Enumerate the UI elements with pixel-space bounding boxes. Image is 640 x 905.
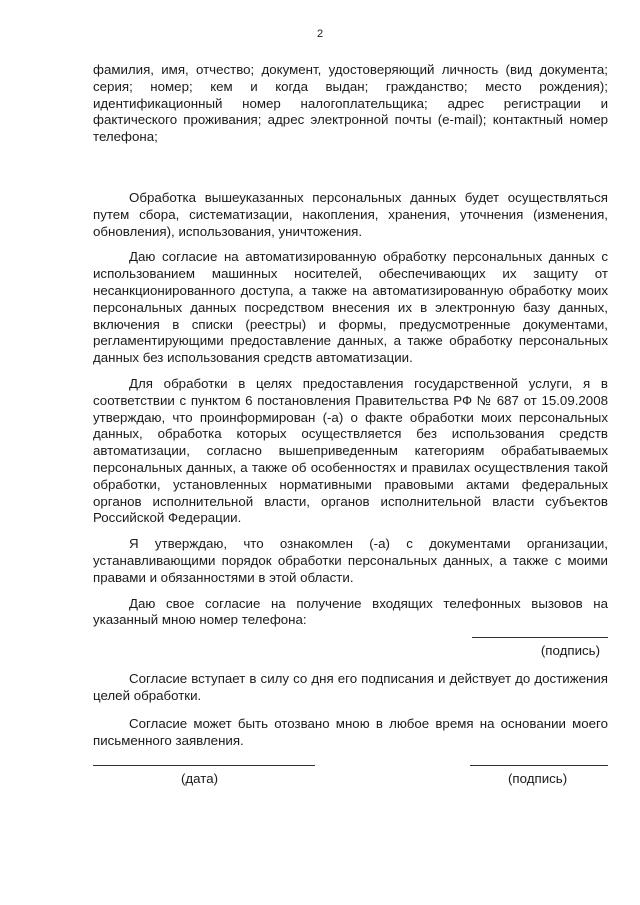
final-signature-caption: (подпись) bbox=[508, 771, 568, 786]
phone-signature-line[interactable] bbox=[472, 637, 608, 638]
date-caption: (дата) bbox=[181, 771, 219, 786]
processing-paragraph: Обработка вышеуказанных персональных данных будет осуществляться путем сбора, систематизации, накопления, хранения, уточнения (изменения, обновления), использования, уничтожения. bbox=[93, 189, 608, 239]
page-number: 2 bbox=[316, 28, 324, 40]
final-signature-block bbox=[0, 765, 640, 805]
phone-calls-paragraph: Даю свое согласие на получение входящих телефонных вызовов на указанный мною номер телефона: bbox=[93, 595, 608, 628]
phone-signature-caption: (подпись) bbox=[540, 643, 600, 659]
date-line[interactable] bbox=[93, 765, 315, 766]
acknowledged-paragraph: Я утверждаю, что ознакомлен (-а) с документами организации, устанавливающими порядок обработки персональных данных, а также с моими правами и обязанностями в этой области. bbox=[93, 536, 608, 585]
document-body bbox=[93, 56, 608, 749]
phone-signature-block bbox=[93, 633, 608, 667]
informed-paragraph: Для обработки в целях предоставления государственной услуги, я в соответствии с пунктом 6 постановления Правительства РФ № 687 от 15.09.2008 утверждаю, что проинформирован (-а) о факте обработки моих персональных данных, обработка которых осуществляется без использования средств автоматизации, согласно вышеприведенным категориям обрабатываемых персональных данных, а также об особенностях и правилах осуществления такой обработки, установленных нормативными правовыми актами федеральных органов исполнительной власти, органов исполнительной власти субъектов Российской Федерации. bbox=[93, 375, 608, 526]
effective-paragraph: Согласие вступает в силу со дня его подписания и действует до достижения целей обработки. bbox=[93, 671, 608, 703]
revocable-paragraph: Согласие может быть отозвано мною в любое время на основании моего письменного заявления. bbox=[93, 715, 608, 748]
automated-consent-paragraph: Даю согласие на автоматизированную обработку персональных данных с использованием машинных носителей, обеспечивающих их защиту от несанкционированного доступа, а также на автоматизированную обработку моих персональных данных посредством внесения их в электронную базу данных, включения в списки (реестры) и формы, предусмотренные документами, регламентирующими предоставление данных, а также обработку персональных данных без использования средств автоматизации. bbox=[93, 249, 608, 366]
personal-data-list-paragraph: фамилия, имя, отчество; документ, удостоверяющий личность (вид документа; серия; номер; кем и когда выдан; гражданство; место рождения); идентификационный номер налогоплательщика; адрес регистрации и фактического проживания; адрес электронной почты (e-mail); контактный номер телефона; bbox=[93, 62, 608, 145]
final-signature-line[interactable] bbox=[470, 765, 608, 766]
